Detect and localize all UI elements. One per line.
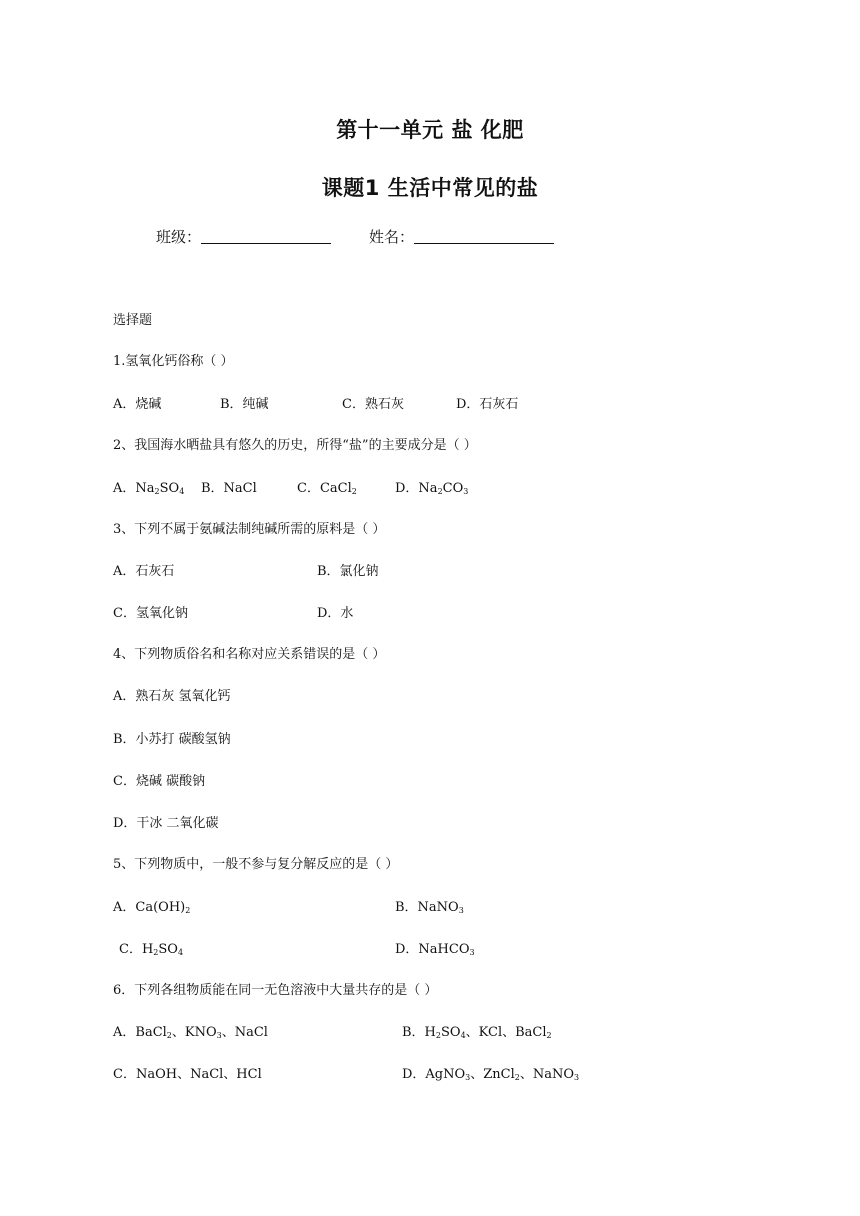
name-blank[interactable] xyxy=(414,226,554,244)
class-label: 班级： xyxy=(156,228,202,246)
q2-stem: 2、我国海水晒盐具有悠久的历史，所得“盐”的主要成分是（ ） xyxy=(113,438,477,453)
section-label: 选择题 xyxy=(113,313,153,328)
lesson-title: 课题1 生活中常见的盐 xyxy=(321,176,539,200)
q1-option-d: D．石灰石 xyxy=(456,397,519,412)
name-label: 姓名： xyxy=(369,228,415,246)
q1-option-a: A．烧碱 xyxy=(113,397,162,412)
q1-stem: 1.氢氧化钙俗称（ ） xyxy=(113,354,234,369)
q3-stem: 3、下列不属于氨碱法制纯碱所需的原料是（ ） xyxy=(113,522,386,537)
q1-option-c: C．熟石灰 xyxy=(342,397,404,412)
unit-title: 第十一单元 盐 化肥 xyxy=(336,118,524,142)
q3-option-a: A．石灰石 xyxy=(113,564,175,579)
q4-option-c: C．烧碱 碳酸钠 xyxy=(113,774,206,789)
q4-option-d: D．干冰 二氧化碳 xyxy=(113,816,219,831)
q6-option-d: D．AgNO$_3$、ZnCl$_2$、NaNO$_3$ xyxy=(402,1067,580,1082)
q4-option-b: B．小苏打 碳酸氢钠 xyxy=(113,732,231,747)
q2-option-a: A．$Na_2SO_4$ xyxy=(113,481,185,496)
q5-option-d: D．NaHCO$_3$ xyxy=(395,942,475,957)
q5-option-a: A．$Ca(OH)_2$ xyxy=(113,900,191,915)
q4-stem: 4、下列物质俗名和名称对应关系错误的是（ ） xyxy=(113,647,386,662)
q6-option-a: A．BaCl$_2$、$KNO_3$、NaCl xyxy=(113,1025,268,1040)
q2-option-d: D．$Na_2CO_3$ xyxy=(395,481,469,496)
q4-option-a: A．熟石灰 氢氧化钙 xyxy=(113,689,231,704)
q2-option-c: C．CaCl$_2$ xyxy=(297,481,357,496)
q5-stem: 5、下列物质中，一般不参与复分解反应的是（ ） xyxy=(113,857,399,872)
q3-option-d: D．水 xyxy=(317,606,354,621)
q6-stem: 6．下列各组物质能在同一无色溶液中大量共存的是（ ） xyxy=(113,983,438,998)
q3-option-c: C．氢氧化钠 xyxy=(113,606,188,621)
q1-option-b: B．纯碱 xyxy=(220,397,269,412)
q6-option-b: B．$H_2SO_4$、KCl、BaCl$_2$ xyxy=(402,1025,552,1040)
q2-option-b: B．NaCl xyxy=(201,481,257,496)
q5-option-b: B．NaNO$_3$ xyxy=(395,900,464,915)
student-info-row xyxy=(156,226,554,248)
q6-option-c: C．NaOH、NaCl、HCl xyxy=(113,1067,262,1082)
q5-option-c: C．$H_2SO_4$ xyxy=(119,942,184,957)
q3-option-b: B．氯化钠 xyxy=(317,564,379,579)
class-blank[interactable] xyxy=(201,226,331,244)
